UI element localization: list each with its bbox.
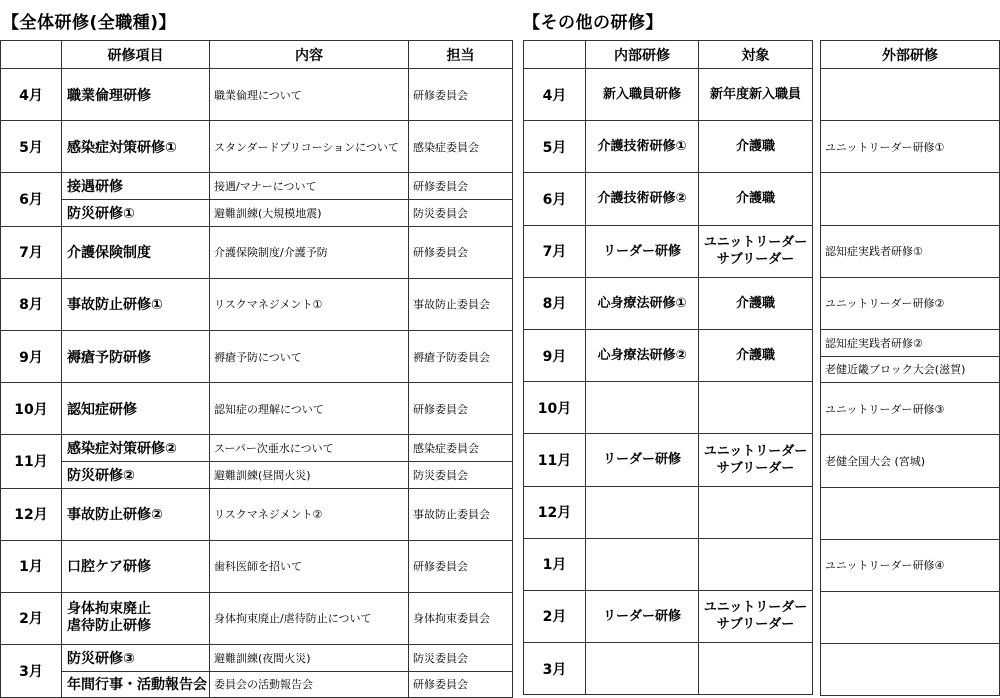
content-cell: リスクマネジメント① [210,278,409,330]
training-item-cell: 介護保険制度 [62,226,210,278]
content-cell: 接遇/マナーについて [210,173,409,200]
internal-training-cell [586,486,699,538]
training-item-cell: 事故防止研修② [62,488,210,540]
target-cell [699,382,813,434]
table-row [524,277,813,329]
table-row [1,173,513,200]
month-header [1,41,62,69]
target-cell [699,486,813,538]
training-item-cell: 職業倫理研修 [62,69,210,121]
external-training-cell: 認知症実践者研修① [821,225,1000,277]
internal-training-cell: 心身療法研修② [586,329,699,381]
owner-cell: 研修委員会 [409,69,513,121]
external-training-cell [821,591,1000,643]
owner-cell: 事故防止委員会 [409,278,513,330]
table-row [524,643,813,695]
target-cell: 介護職 [699,329,813,381]
month-cell: 1月 [524,538,586,590]
external-training-cell: 認知症実践者研修② [821,329,1000,356]
month-cell: 3月 [524,643,586,695]
owner-header: 担当 [409,41,513,69]
table-row [821,69,1000,121]
all-staff-training-table [0,40,513,698]
month-cell: 6月 [1,173,62,226]
content-cell: 避難訓練(昼間火災) [210,461,409,488]
target-cell: ユニットリーダー サブリーダー [699,225,813,277]
table-row [1,592,513,644]
internal-training-cell: リーダー研修 [586,590,699,642]
owner-cell: 研修委員会 [409,173,513,200]
month-cell: 2月 [524,590,586,642]
external-training-cell: ユニットリーダー研修① [821,121,1000,173]
owner-cell: 研修委員会 [409,540,513,592]
month-cell: 8月 [1,278,62,330]
training-item-cell: 口腔ケア研修 [62,540,210,592]
table-row [1,435,513,462]
external-training-cell: ユニットリーダー研修② [821,277,1000,329]
table-header-row [524,41,813,69]
training-item-cell: 身体拘束廃止 虐待防止研修 [62,592,210,644]
month-cell: 12月 [1,488,62,540]
table-row [1,671,513,698]
training-item-cell: 防災研修② [62,461,210,488]
table-row [524,69,813,121]
internal-training-cell: 新入職員研修 [586,69,699,121]
month-cell: 1月 [1,540,62,592]
month-cell: 11月 [524,434,586,486]
training-item-cell: 感染症対策研修② [62,435,210,462]
table-row [524,173,813,225]
owner-cell: 研修委員会 [409,226,513,278]
month-cell: 5月 [1,121,62,173]
table-row [821,173,1000,225]
owner-cell: 感染症委員会 [409,121,513,173]
table-row [524,486,813,538]
owner-cell: 研修委員会 [409,671,513,698]
target-cell [699,538,813,590]
target-cell: 介護職 [699,277,813,329]
content-cell: 避難訓練(大規模地震) [210,199,409,226]
content-cell: 認知症の理解について [210,383,409,435]
month-cell: 10月 [524,382,586,434]
target-cell: 新年度新入職員 [699,69,813,121]
training-item-cell: 年間行事・活動報告会 [62,671,210,698]
table-row [821,539,1000,591]
internal-training-cell: 介護技術研修① [586,121,699,173]
table-row [821,487,1000,539]
table-row [1,121,513,173]
month-cell: 10月 [1,383,62,435]
target-cell: 介護職 [699,121,813,173]
month-header [524,41,586,69]
all-staff-training-title: 【全体研修(全職種)】 [2,13,177,33]
month-cell: 11月 [1,435,62,488]
table-row [1,330,513,382]
table-row [1,226,513,278]
month-cell: 12月 [524,486,586,538]
table-row [1,199,513,226]
table-row [821,383,1000,435]
training-item-cell: 認知症研修 [62,383,210,435]
other-training-title: 【その他の研修】 [523,13,663,33]
external-training-cell: 老健全国大会 (宮城) [821,435,1000,487]
month-cell: 9月 [524,329,586,381]
external-training-cell [821,173,1000,225]
content-cell: リスクマネジメント② [210,488,409,540]
table-row [821,277,1000,329]
table-row [524,225,813,277]
content-cell: 歯科医師を招いて [210,540,409,592]
content-cell: 職業倫理について [210,69,409,121]
target-cell: ユニットリーダー サブリーダー [699,434,813,486]
item-header: 研修項目 [62,41,210,69]
owner-cell: 防災委員会 [409,461,513,488]
external-training-cell [821,644,1000,696]
table-row [1,540,513,592]
target-cell [699,643,813,695]
table-row [821,591,1000,643]
table-row [821,225,1000,277]
internal-training-cell: リーダー研修 [586,434,699,486]
external-training-table [820,40,1000,696]
internal-training-cell [586,538,699,590]
internal-training-cell: 心身療法研修① [586,277,699,329]
owner-cell: 防災委員会 [409,645,513,672]
table-row [1,461,513,488]
table-row [1,69,513,121]
table-row [524,434,813,486]
content-cell: スタンダードプリコーションについて [210,121,409,173]
training-item-cell: 感染症対策研修① [62,121,210,173]
table-row [524,590,813,642]
table-header-row [1,41,513,69]
training-item-cell: 褥瘡予防研修 [62,330,210,382]
table-row [524,382,813,434]
month-cell: 6月 [524,173,586,225]
table-row [1,383,513,435]
training-item-cell: 防災研修③ [62,645,210,672]
external-training-cell: 老健近畿ブロック大会(滋賀) [821,356,1000,383]
table-row [524,121,813,173]
content-cell: スーパー次亜水について [210,435,409,462]
table-row [524,538,813,590]
table-row [821,356,1000,383]
external-training-cell: ユニットリーダー研修④ [821,539,1000,591]
table-row [821,435,1000,487]
external-training-header: 外部研修 [821,41,1000,69]
internal-training-table [523,40,813,695]
target-header: 対象 [699,41,813,69]
table-row [1,645,513,672]
content-cell: 介護保険制度/介護予防 [210,226,409,278]
table-row [821,121,1000,173]
training-item-cell: 事故防止研修① [62,278,210,330]
external-training-cell [821,487,1000,539]
internal-training-cell [586,382,699,434]
table-row [1,488,513,540]
month-cell: 5月 [524,121,586,173]
table-row [821,644,1000,696]
month-cell: 2月 [1,592,62,644]
internal-training-cell: リーダー研修 [586,225,699,277]
month-cell: 7月 [524,225,586,277]
external-training-cell [821,69,1000,121]
owner-cell: 褥瘡予防委員会 [409,330,513,382]
month-cell: 4月 [1,69,62,121]
content-cell: 委員会の活動報告会 [210,671,409,698]
external-training-cell: ユニットリーダー研修③ [821,383,1000,435]
target-cell: ユニットリーダー サブリーダー [699,590,813,642]
table-row [1,278,513,330]
month-cell: 7月 [1,226,62,278]
table-row [524,329,813,381]
content-cell: 褥瘡予防について [210,330,409,382]
owner-cell: 研修委員会 [409,383,513,435]
training-item-cell: 防災研修① [62,199,210,226]
content-cell: 避難訓練(夜間火災) [210,645,409,672]
month-cell: 3月 [1,645,62,698]
internal-training-cell [586,643,699,695]
target-cell: 介護職 [699,173,813,225]
month-cell: 8月 [524,277,586,329]
owner-cell: 事故防止委員会 [409,488,513,540]
owner-cell: 身体拘束委員会 [409,592,513,644]
content-cell: 身体拘束廃止/虐待防止について [210,592,409,644]
internal-training-header: 内部研修 [586,41,699,69]
training-item-cell: 接遇研修 [62,173,210,200]
internal-training-cell: 介護技術研修② [586,173,699,225]
owner-cell: 感染症委員会 [409,435,513,462]
month-cell: 4月 [524,69,586,121]
month-cell: 9月 [1,330,62,382]
table-row [821,329,1000,356]
table-header-row [821,41,1000,69]
content-header: 内容 [210,41,409,69]
owner-cell: 防災委員会 [409,199,513,226]
